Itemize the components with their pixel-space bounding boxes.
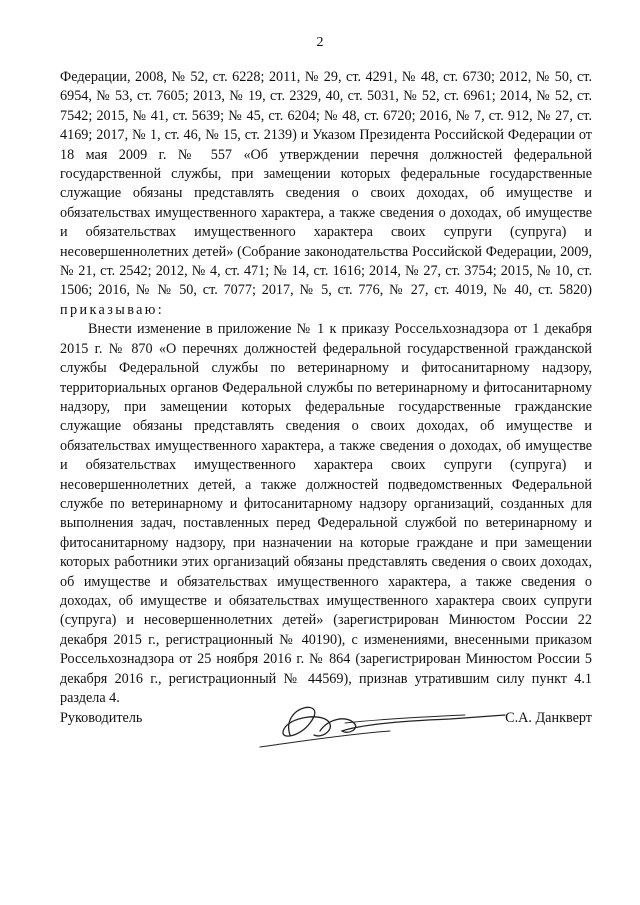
handwritten-signature [250, 695, 520, 755]
legal-basis-text: Федерации, 2008, № 52, ст. 6228; 2011, № 29, ст. 4291, № 48, ст. 6730; 2012, № 50, ст. 6954, № 53, ст. 7605; 2013, № 19, ст. 2329, 40, ст. 5031, № 52, ст. 6961; 2014, № 52, ст. 7542; 2015, № 41, ст. 5639; № 45, ст. 6204; № 48, ст. 6720; 2016, № 7, ст. 912, № 27, ст. 4169; 2017, № 1, ст. 46, № 15, ст. 2139) и Указом Президента Российской Федерации от 18 мая 2009 г. № 557 «Об утверждении перечня должностей федеральной государственной службы, при замещении которых федеральные государственные служащие обязаны представлять сведения о своих доходах, об имуществе и обязательствах имущественного характера, а также сведения о доходах, об имуществе и обязательствах имущественного характера своих супруги (супруга) и несовершеннолетних детей» (Собрание законодательства Российской Федерации, 2009, № 21, ст. 2542; 2012, № 4, ст. 471; № 14, ст. 1616; 2014, № 27, ст. 3754; 2015, № 10, ст. 1506; 2016, № № 50, ст. 7077; 2017, № 5, ст. 776, № 27, ст. 4019, № 40, ст. 5820) [60, 69, 592, 299]
signer-name: С.А. Данкверт [505, 710, 592, 726]
signature-block [60, 695, 592, 755]
document-body [60, 68, 592, 708]
legal-basis-paragraph [60, 68, 592, 320]
order-paragraph: Внести изменение в приложение № 1 к приказу Россельхознадзора от 1 декабря 2015 г. № 870 «О перечнях должностей федеральной государственной гражданской службы Федеральной службы по ветеринарному и фитосанитарному надзору, территориальных органов Федеральной службы по ветеринарному и фитосанитарному надзору, при замещении которых федеральные государственные гражданские служащие обязаны представлять сведения о своих доходах, об имуществе и обязательствах имущественного характера, а также сведения о доходах, об имуществе и обязательствах имущественного характера своих супруги (супруга) и несовершеннолетних детей, а также должностей подведомственных Федеральной службе по ветеринарному и фитосанитарному надзору организаций, созданных для выполнения задач, поставленных перед Федеральной службой по ветеринарному и фитосанитарному надзору, при назначении на которые граждане и при замещении которых работники этих организаций обязаны представлять сведения о своих доходах, об имуществе и обязательствах имущественного характера, а также сведения о доходах, об имуществе и обязательствах имущественного характера своих супруги (супруга) и несовершеннолетних детей» (зарегистрирован Минюстом России 22 декабря 2015 г., регистрационный № 40190), с изменениями, внесенными приказом Россельхознадзора от 25 ноября 2016 г. № 864 (зарегистрирован Минюстом России 5 декабря 2016 г., регистрационный № 44569), признав утратившим силу пункт 4.1 раздела 4. [60, 321, 592, 706]
position-title: Руководитель [60, 710, 143, 726]
order-word: приказываю: [60, 301, 165, 318]
page-number: 2 [316, 35, 324, 50]
